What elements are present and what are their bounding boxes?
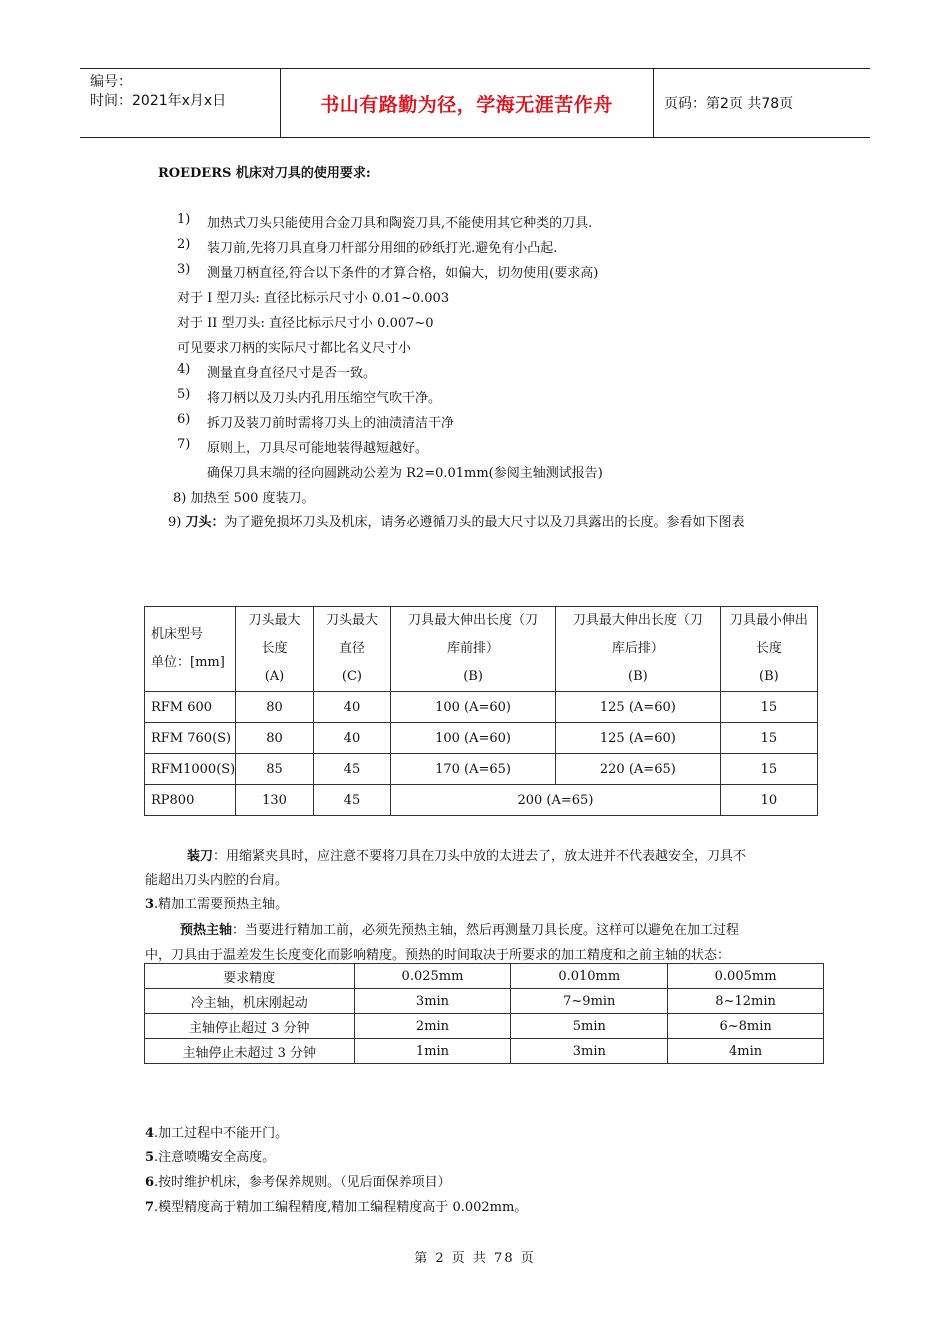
table-cell: 3min	[354, 989, 511, 1014]
header-cell: 刀头最大 直径 (C)	[313, 607, 390, 692]
table-cell: 200 (A=65)	[391, 785, 721, 816]
header-number: 编号：	[90, 74, 132, 90]
list-item: 7) 原则上，刀具尽可能地装得越短越好。	[177, 437, 429, 456]
table-row	[145, 964, 824, 989]
section-item: 7.模型精度高于精加工编程精度,精加工编程精度高于 0.002mm。	[145, 1200, 528, 1215]
table-cell: RFM 600	[145, 692, 236, 723]
page-header	[80, 68, 870, 138]
table-cell: 0.010mm	[511, 964, 668, 989]
table-cell: 10	[720, 785, 817, 816]
table-cell: 7~9min	[511, 989, 668, 1014]
list-item: 对于 II 型刀头: 直径比标示尺寸小 0.007~0	[177, 316, 434, 331]
table-cell: 80	[236, 692, 313, 723]
table-row	[145, 723, 818, 754]
table-row	[145, 1014, 824, 1039]
header-motto: 书山有路勤为径，学海无涯苦作舟	[320, 93, 613, 116]
table-row	[145, 692, 818, 723]
table-cell: 40	[313, 723, 390, 754]
preheat-table	[144, 963, 824, 1064]
list-item: 4) 测量直身直径尺寸是否一致。	[177, 362, 377, 381]
install-paragraph-cont: 能超出刀头内腔的台肩。	[145, 873, 289, 888]
table-cell: 100 (A=60)	[391, 723, 556, 754]
page-footer: 第 2 页 共 78 页	[414, 1251, 536, 1266]
table-cell: 主轴停止未超过 3 分钟	[145, 1039, 355, 1064]
section-3: 3.精加工需要预热主轴。	[145, 897, 289, 912]
table-cell: 170 (A=65)	[391, 754, 556, 785]
list-item: 可见要求刀柄的实际尺寸都比名义尺寸小	[177, 341, 412, 356]
table-cell: 15	[720, 692, 817, 723]
section-item: 5.注意喷嘴安全高度。	[145, 1150, 276, 1165]
table-cell: 0.025mm	[354, 964, 511, 989]
table-cell: 1min	[354, 1039, 511, 1064]
section-item: 6.按时维护机床，参考保养规则。（见后面保养项目）	[145, 1175, 451, 1190]
header-cell: 刀具最小伸出 长度 (B)	[720, 607, 817, 692]
table-cell: 6~8min	[668, 1014, 824, 1039]
table-cell: RP800	[145, 785, 236, 816]
header-cell: 刀具最大伸出长度（刀 库前排） (B)	[391, 607, 556, 692]
table-cell: 要求精度	[145, 964, 355, 989]
list-item: 5) 将刀柄以及刀头内孔用压缩空气吹干净。	[177, 387, 442, 406]
table-cell: 3min	[511, 1039, 668, 1064]
header-cell: 刀头最大 长度 (A)	[236, 607, 313, 692]
header-cell: 刀具最大伸出长度（刀 库后排） (B)	[555, 607, 720, 692]
header-cell: 机床型号 单位：[mm]	[145, 607, 236, 692]
table-cell: 主轴停止超过 3 分钟	[145, 1014, 355, 1039]
table-cell: 15	[720, 754, 817, 785]
list-item: 1) 加热式刀头只能使用合金刀具和陶瓷刀具,不能使用其它种类的刀具.	[177, 212, 593, 231]
table-cell: 8~12min	[668, 989, 824, 1014]
table-cell: 85	[236, 754, 313, 785]
table-cell: 125 (A=60)	[555, 692, 720, 723]
list-item: 对于 I 型刀头: 直径比标示尺寸小 0.01~0.003	[177, 291, 450, 306]
preheat-paragraph: 预热主轴：当要进行精加工前，必须先预热主轴，然后再测量刀具长度。这样可以避免在加工过程	[180, 923, 740, 938]
table-cell: RFM 760(S)	[145, 723, 236, 754]
table-cell: 4min	[668, 1039, 824, 1064]
table-cell: 220 (A=65)	[555, 754, 720, 785]
preheat-paragraph-cont: 中，刀具由于温差发生长度变化而影响精度。预热的时间取决于所要求的加工精度和之前主轴的状态：	[145, 948, 731, 963]
list-item: 2) 装刀前,先将刀具直身刀杆部分用细的砂纸打光.避免有小凸起.	[177, 237, 558, 256]
table-row	[145, 989, 824, 1014]
table-cell: 15	[720, 723, 817, 754]
list-item: 确保刀具末端的径向圆跳动公差为 R2=0.01mm(参阅主轴测试报告)	[207, 466, 603, 481]
table-cell: 40	[313, 692, 390, 723]
table-cell: 100 (A=60)	[391, 692, 556, 723]
table-cell: RFM1000(S)	[145, 754, 236, 785]
table-cell: 5min	[511, 1014, 668, 1039]
table-cell: 80	[236, 723, 313, 754]
table-header-row	[145, 607, 818, 692]
tool-holder-table	[144, 606, 818, 816]
header-meta	[90, 73, 226, 111]
table-row	[145, 754, 818, 785]
header-page-number: 页码：第2页 共78页	[664, 96, 794, 112]
header-divider	[653, 69, 654, 137]
table-row	[145, 1039, 824, 1064]
section-title: ROEDERS 机床对刀具的使用要求:	[158, 166, 371, 181]
table-cell: 45	[313, 754, 390, 785]
table-cell: 2min	[354, 1014, 511, 1039]
list-item: 6) 拆刀及装刀前时需将刀头上的油渍清洁干净	[177, 412, 455, 431]
list-item: 9) 刀头：为了避免损坏刀头及机床，请务必遵循刀头的最大尺寸以及刀具露出的长度。参看如下图表	[168, 515, 745, 530]
section-item: 4.加工过程中不能开门。	[145, 1126, 289, 1141]
list-item: 3) 测量刀柄直径,符合以下条件的才算合格，如偏大，切勿使用(要求高)	[177, 262, 599, 281]
table-row	[145, 785, 818, 816]
table-cell: 0.005mm	[668, 964, 824, 989]
header-time: 时间：2021年x月x日	[90, 93, 227, 109]
install-paragraph: 装刀：用缩紧夹具时，应注意不要将刀具在刀头中放的太进去了，放太进并不代表越安全，刀具不	[187, 849, 747, 864]
list-item: 8) 加热至 500 度装刀。	[173, 491, 315, 506]
table-cell: 130	[236, 785, 313, 816]
table-cell: 45	[313, 785, 390, 816]
table-cell: 125 (A=60)	[555, 723, 720, 754]
table-cell: 冷主轴，机床刚起动	[145, 989, 355, 1014]
